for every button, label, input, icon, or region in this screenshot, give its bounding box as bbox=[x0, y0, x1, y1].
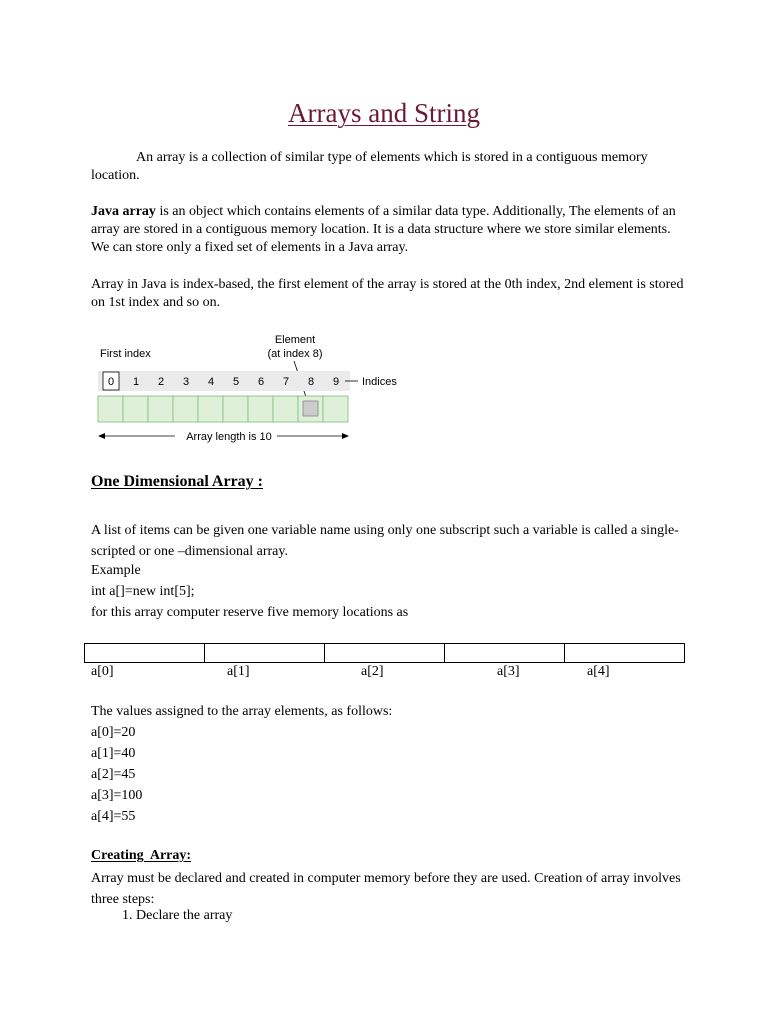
memory-label-0: a[0] bbox=[91, 664, 114, 679]
memory-cell bbox=[85, 644, 205, 663]
assignment-line: a[0]=20 bbox=[91, 725, 136, 740]
array-length-label: Array length is 10 bbox=[186, 431, 272, 443]
memory-label-1: a[1] bbox=[227, 664, 250, 679]
reserve-text: for this array computer reserve five memory locations as bbox=[91, 605, 409, 620]
index-based-paragraph: Array in Java is index-based, the first element of the array is stored at the 0th index, 2nd element is stored on 1st index and so on. bbox=[91, 277, 684, 310]
creating-array-text: Array must be declared and created in computer memory before they are used. Creation of array involves three steps: bbox=[91, 871, 681, 907]
array-cell bbox=[323, 396, 348, 422]
index-label-7: 7 bbox=[282, 376, 290, 388]
array-index-diagram bbox=[95, 330, 415, 445]
array-cell bbox=[98, 396, 123, 422]
array-cell bbox=[198, 396, 223, 422]
java-array-term: Java array bbox=[91, 204, 156, 219]
intro-paragraph: An array is a collection of similar type of elements which is stored in a contiguous memory location. bbox=[91, 150, 648, 183]
steps-list bbox=[91, 907, 232, 925]
element-label-line2: (at index 8) bbox=[267, 348, 323, 360]
length-arrowhead-left bbox=[98, 433, 105, 439]
java-array-paragraph bbox=[91, 203, 691, 257]
assignment-line: a[4]=55 bbox=[91, 809, 136, 824]
assignment-line: a[3]=100 bbox=[91, 788, 143, 803]
code-line: int a[]=new int[5]; bbox=[91, 584, 195, 599]
example-label: Example bbox=[91, 563, 141, 578]
assignment-line: a[2]=45 bbox=[91, 767, 136, 782]
index-label-1: 1 bbox=[132, 376, 140, 388]
element-at-index-8 bbox=[303, 401, 318, 416]
index-label-4: 4 bbox=[207, 376, 215, 388]
array-cell bbox=[273, 396, 298, 422]
memory-label-3: a[3] bbox=[497, 664, 520, 679]
array-cell bbox=[123, 396, 148, 422]
values-intro: The values assigned to the array elements, as follows: bbox=[91, 704, 393, 719]
memory-cell bbox=[565, 644, 685, 663]
one-dimensional-text: A list of items can be given one variable name using only one subscript such a variable is called a single-scripted or one –dimensional array. bbox=[91, 523, 679, 559]
memory-label-2: a[2] bbox=[361, 664, 384, 679]
element-label-line1: Element bbox=[274, 334, 316, 346]
one-dimensional-heading: One Dimensional Array : bbox=[91, 473, 263, 490]
indices-label: Indices bbox=[362, 376, 397, 388]
array-cells bbox=[98, 396, 348, 422]
array-cell bbox=[223, 396, 248, 422]
index-label-3: 3 bbox=[182, 376, 190, 388]
memory-cell bbox=[205, 644, 325, 663]
array-cell bbox=[148, 396, 173, 422]
assignment-line: a[1]=40 bbox=[91, 746, 136, 761]
length-arrowhead-right bbox=[342, 433, 349, 439]
index-label-9: 9 bbox=[332, 376, 340, 388]
list-item: 1. Declare the array bbox=[136, 907, 232, 925]
creating-array-heading: Creating Array: bbox=[91, 848, 192, 863]
index-label-8: 8 bbox=[307, 376, 315, 388]
memory-cell bbox=[325, 644, 445, 663]
array-cell bbox=[173, 396, 198, 422]
java-array-description: is an object which contains elements of a similar data type. Additionally, The elements of an array are stored in a contiguous memory location. It is a data structure where we store similar elements. We can store only a fixed set of elements in a Java array. bbox=[91, 204, 676, 255]
page-title: Arrays and String bbox=[288, 98, 480, 128]
first-index-label: First index bbox=[100, 348, 151, 360]
index-label-6: 6 bbox=[257, 376, 265, 388]
memory-locations-table bbox=[84, 643, 685, 663]
index-label-0: 0 bbox=[107, 376, 115, 388]
memory-label-4: a[4] bbox=[587, 664, 610, 679]
memory-cell bbox=[445, 644, 565, 663]
array-cell bbox=[248, 396, 273, 422]
index-label-5: 5 bbox=[232, 376, 240, 388]
index-label-2: 2 bbox=[157, 376, 165, 388]
memory-row bbox=[85, 644, 685, 663]
